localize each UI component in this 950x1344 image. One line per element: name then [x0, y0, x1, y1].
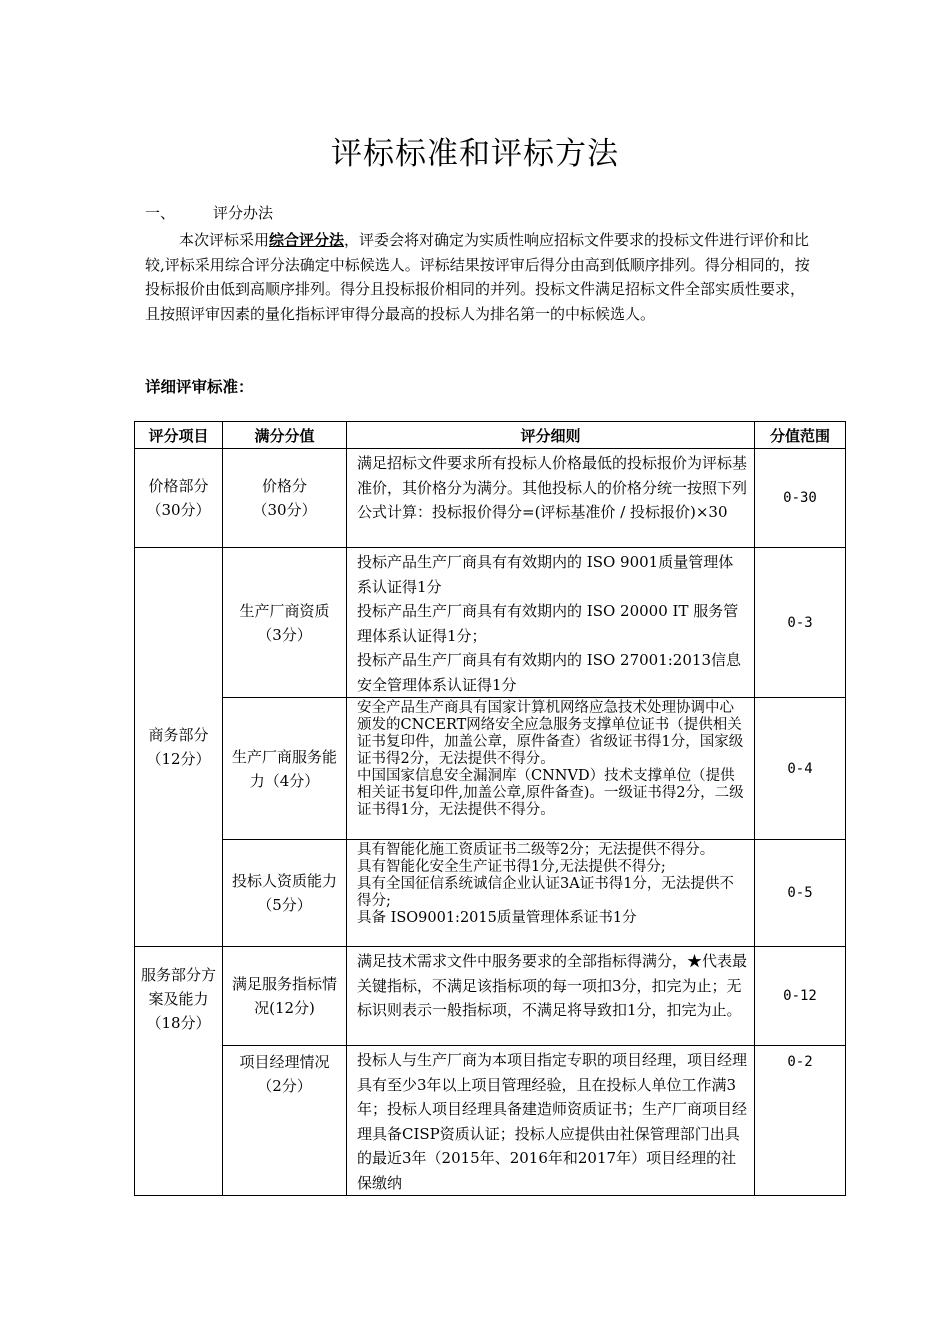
- detail-line: 具有智能化安全生产证书得1分,无法提供不得分;: [357, 859, 666, 875]
- table-row: [135, 698, 846, 840]
- price-item-cell: [223, 449, 347, 548]
- business-item-label: 生产厂商服务能力（4分）: [223, 698, 347, 840]
- intro-emphasis: 综合评分法: [269, 231, 345, 249]
- intro-after: ，评委会将对确定为实质性响应招标文件要求的投标文件进行评价和比较,评标采用综合评分法确定中标候选人。评标结果按评审后得分由高到低顺序排列。得分相同的，按投标报价由低到高顺序排列。得分且投标报价相同的并列。投标文件满足招标文件全部实质性要求，且按照评审因素的量化指标评审得分最高的投标人为排名第一的中标候选人。: [145, 231, 810, 323]
- business-item-label: 生产厂商资质: [239, 601, 330, 620]
- table-row: [135, 947, 846, 1046]
- table-header-row: [135, 422, 846, 449]
- detail-line: 投标产品生产厂商具有有效期内的 ISO 20000 IT 服务管理体系认证得1分；: [357, 602, 739, 645]
- detail-line: 安全产品生产商具有国家计算机网络应急技术处理协调中心颁发的CNCERT网络安全应急服务支撑单位证书（提供相关证书复印件，加盖公章，原件备查）省级证书得1分，国家级证书得2分，无法提供不得分。: [357, 700, 744, 767]
- service-item-cell: [223, 1046, 347, 1196]
- service-item-score: （2分）: [257, 1077, 312, 1095]
- table-row: [135, 449, 846, 548]
- price-category-cell: [135, 449, 223, 548]
- business-item-cell: [223, 548, 347, 698]
- section-number: 一、: [145, 204, 176, 222]
- scoring-table: [134, 421, 846, 1196]
- intro-before: 本次评标采用: [179, 231, 270, 249]
- table-row: [135, 840, 846, 947]
- header-category: 评分项目: [135, 422, 223, 449]
- page-title: 评标标准和评标方法: [331, 136, 619, 172]
- section-title: 评分办法: [213, 204, 274, 222]
- price-item-score: （30分）: [252, 501, 317, 519]
- business-item-label: 投标人资质能力（5分）: [223, 840, 347, 947]
- header-range: 分值范围: [755, 422, 846, 449]
- business-range: 0-4: [755, 698, 846, 840]
- price-detail: 满足招标文件要求所有投标人价格最低的投标报价为评标基准价，其价格分为满分。其他投标人的价格分统一按照下列公式计算：投标报价得分=(评标基准价 / 投标报价)×30: [347, 449, 755, 548]
- business-category-cell: [135, 548, 223, 947]
- detail-line: 具有全国征信系统诚信企业认证3A证书得1分，无法提供不得分;: [357, 876, 734, 909]
- header-max-score: 满分分值: [223, 422, 347, 449]
- price-category-score: （30分）: [146, 501, 211, 519]
- header-detail: 评分细则: [347, 422, 755, 449]
- service-detail: 满足技术需求文件中服务要求的全部指标得满分，★代表最关键指标，不满足该指标项的每一项扣3分，扣完为止；无标识则表示一般指标项，不满足将导致扣1分，扣完为止。: [347, 947, 755, 1046]
- service-category-score: （18分）: [146, 1014, 211, 1032]
- price-item: 价格分: [261, 477, 307, 495]
- table-row: [135, 548, 846, 698]
- business-detail-cell: [347, 698, 755, 840]
- business-detail-cell: [347, 548, 755, 698]
- detail-line: 中国国家信息安全漏洞库（CNNVD）技术支撑单位（提供相关证书复印件,加盖公章,原件备查)。一级证书得2分，二级证书得1分，无法提供不得分。: [357, 768, 744, 818]
- service-detail: 投标人与生产厂商为本项目指定专职的项目经理，项目经理具有至少3年以上项目管理经验，且在投标人单位工作满3年；投标人项目经理具备建造师资质证书；生产厂商项目经理具备CISP资质认证；投标人应提供由社保管理部门出具的最近3年（2015年、2016年和2017年）项目经理的社保缴纳: [347, 1046, 755, 1196]
- service-range: 0-2: [755, 1046, 846, 1196]
- business-item-score: （3分）: [257, 625, 312, 644]
- business-category: 商务部分: [148, 726, 209, 744]
- service-item-label: 项目经理情况: [239, 1053, 330, 1071]
- service-item-label: 满足服务指标情况(12分): [223, 947, 347, 1046]
- section-heading: [145, 202, 273, 223]
- detail-line: 具有智能化施工资质证书二级等2分；无法提供不得分。: [357, 842, 715, 858]
- business-category-score: （12分）: [146, 750, 211, 768]
- business-detail-cell: [347, 840, 755, 947]
- business-range: 0-3: [755, 548, 846, 698]
- detail-line: 具备 ISO9001:2015质量管理体系证书1分: [357, 910, 637, 926]
- detail-criteria-heading: 详细评审标准：: [145, 377, 254, 396]
- detail-line: 投标产品生产厂商具有有效期内的 ISO 27001:2013信息安全管理体系认证得1分: [357, 651, 741, 694]
- detail-line: 投标产品生产厂商具有有效期内的 ISO 9001质量管理体系认证得1分: [357, 553, 734, 596]
- business-range: 0-5: [755, 840, 846, 947]
- service-category-cell: [135, 947, 223, 1196]
- service-category: 服务部分方案及能力: [141, 966, 217, 1008]
- price-range: 0-30: [755, 449, 846, 548]
- intro-paragraph: [145, 228, 810, 326]
- table-row: [135, 1046, 846, 1196]
- service-range: 0-12: [755, 947, 846, 1046]
- price-category: 价格部分: [148, 477, 209, 495]
